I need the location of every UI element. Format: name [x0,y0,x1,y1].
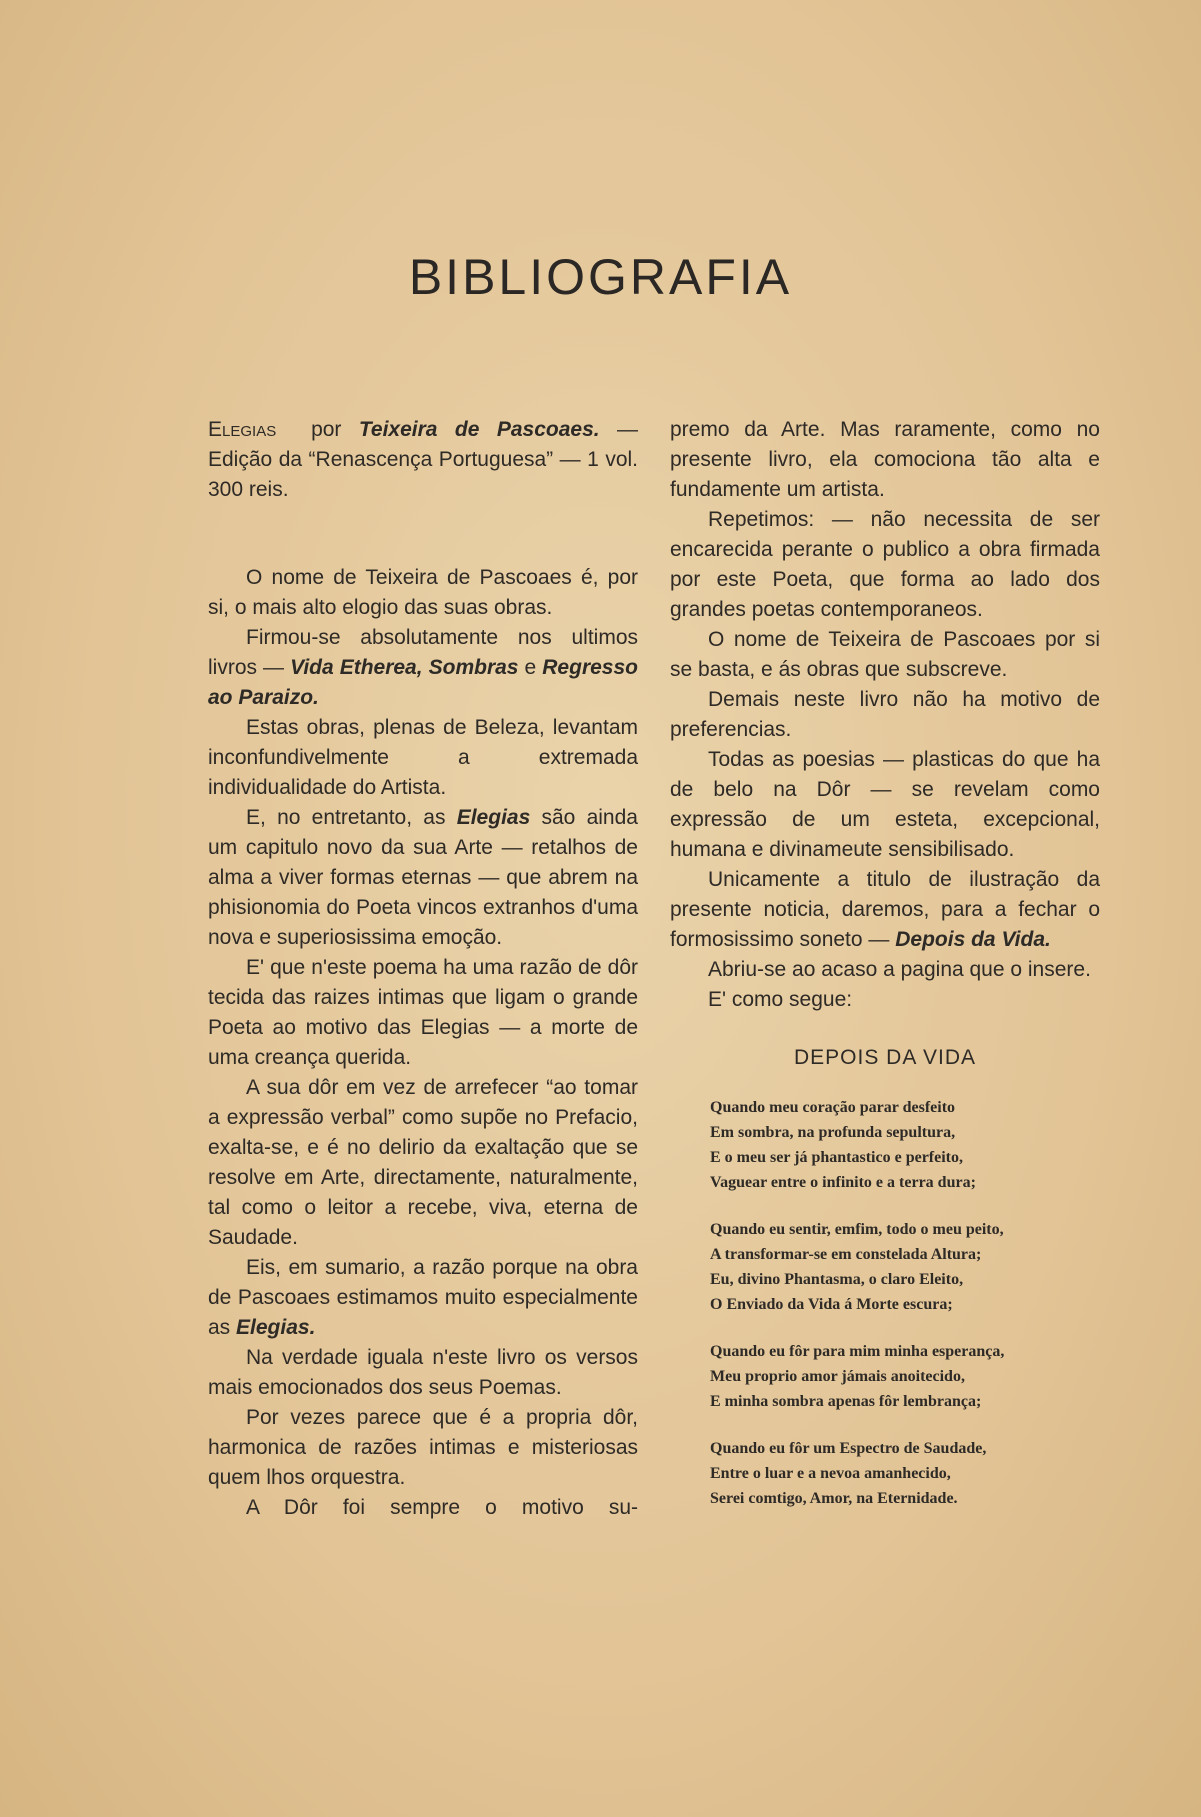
right-column [670,415,1100,1533]
poem-stanza [710,1095,1100,1195]
paragraph: E, no entretanto, as Elegias são ainda um capitulo novo da sua Arte — retalhos de alma a viver formas eternas — que abrem na phisionomia do Poeta vincos extranhos d'uma nova e superiosissima emoção. [208,806,638,949]
paragraph: Abriu-se ao acaso a pagina que o insere. [708,958,1091,981]
page-title: BIBLIOGRAFIA [408,249,793,305]
entry-by: por [311,418,342,441]
paragraph: premo da Arte. Mas raramente, como no presente livro, ela comociona tão alta e fundamente um artista. [670,418,1100,501]
entry-author-1: Teixeira de [358,418,480,441]
paragraph: E' que n'este poema ha uma razão de dôr tecida das raizes intimas que ligam o grande Poeta ao motivo das Elegias — a morte de uma creança querida. [208,956,638,1069]
poem-line: Quando meu coração parar desfeito [710,1099,956,1116]
poem-stanza [710,1217,1100,1317]
paragraph: Repetimos: — não necessita de ser encarecida perante o publico a obra firmada por este Poeta, que forma ao lado dos grandes poetas contemporaneos. [670,508,1100,621]
poem-line: Entre o luar e a nevoa amanhecido, [710,1465,951,1482]
paragraph: Todas as poesias — plasticas do que ha de belo na Dôr — se revelam como expressão de um esteta, excepcional, humana e divinameute sensibilisado. [670,748,1100,861]
paragraph: A Dôr foi sempre o motivo su- [246,1496,638,1519]
paragraph: A sua dôr em vez de arrefecer “ao tomar a expressão verbal” como supõe no Prefacio, exalta-se, e é no delirio da exaltação que se resolve em Arte, directamente, naturalmente, tal como o leitor a recebe, viva, eterna de Saudade. [208,1076,638,1249]
paragraph: Por vezes parece que é a propria dôr, harmonica de razões intimas e misteriosas quem lhos orquestra. [208,1406,638,1489]
poem-stanza [710,1339,1100,1414]
poem-line: Quando eu sentir, emfim, todo o meu peito, [710,1221,1004,1238]
poem-title: DEPOIS DA VIDA [793,1046,977,1069]
paragraph: Na verdade iguala n'este livro os versos mais emocionados dos seus Poemas. [208,1346,638,1399]
paragraph: Demais neste livro não ha motivo de preferencias. [670,688,1100,741]
poem-line: O Enviado da Vida á Morte escura; [710,1296,953,1313]
poem-line: Quando eu fôr um Espectro de Saudade, [710,1440,987,1457]
paragraph: Estas obras, plenas de Beleza, levantam inconfundivelmente a extremada individualidade do Artista. [208,716,638,799]
left-column [208,415,638,1523]
poem-line: Eu, divino Phantasma, o claro Eleito, [710,1271,964,1288]
paragraph: O nome de Teixeira de Pascoaes é, por si, o mais alto elogio das suas obras. [208,566,638,619]
poem-stanza [710,1436,1100,1511]
poem-line: E minha sombra apenas fôr lembrança; [710,1393,982,1410]
poem-line: Quando eu fôr para mim minha esperança, [710,1343,1005,1360]
book-entry [208,415,638,505]
entry-author-2: Pascoaes. [496,418,600,441]
paragraph: O nome de Teixeira de Pascoaes por si se basta, e ás obras que subscreve. [670,628,1100,681]
poem-line: Serei comtigo, Amor, na Eternidade. [710,1490,958,1507]
paragraph: Firmou-se absolutamente nos ultimos livros — Vida Etherea, Sombras e Regresso ao Paraizo. [208,626,638,709]
poem-line: Vaguear entre o infinito e a terra dura; [710,1174,976,1191]
paragraph: Eis, em sumario, a razão porque na obra de Pascoaes estimamos muito especialmente as Elegias. [208,1256,638,1339]
book-title: Elegias [208,418,277,441]
poem-line: Em sombra, na profunda sepultura, [710,1124,956,1141]
poem-line: E o meu ser já phantastico e perfeito, [710,1149,963,1166]
poem-line: Meu proprio amor jámais anoitecido, [710,1368,965,1385]
poem-line: A transformar-se em constelada Altura; [710,1246,982,1263]
paragraph: Unicamente a titulo de ilustração da presente noticia, daremos, para a fechar o formosissimo soneto — Depois da Vida. [670,868,1100,951]
paragraph: E' como segue: [708,988,853,1011]
entry-publisher: — Edição da “Renascença Portuguesa” — 1 vol. 300 reis. [208,418,639,501]
